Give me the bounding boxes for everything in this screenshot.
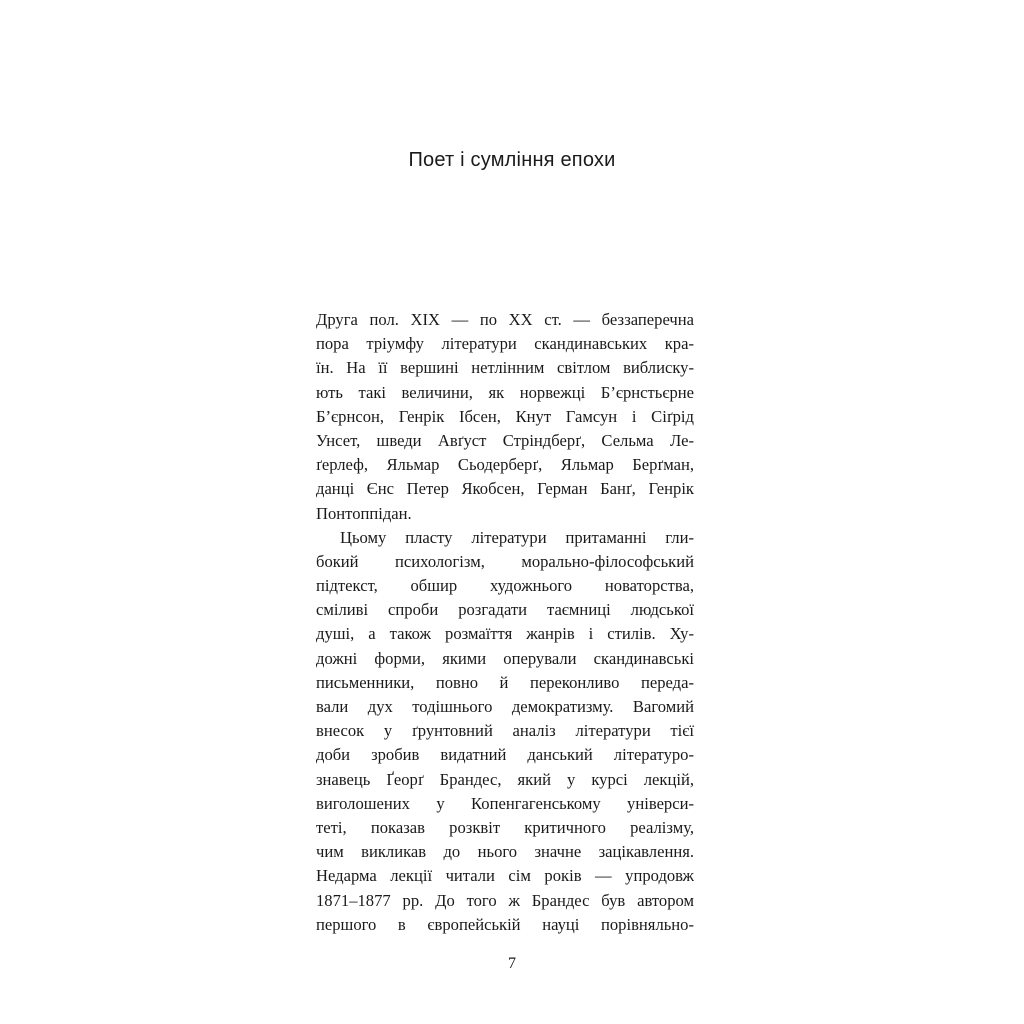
text-line: внесок у ґрунтовний аналіз літератури тієї — [316, 721, 694, 741]
text-line: Друга пол. XIX — по XX ст. — беззаперечна — [316, 310, 694, 329]
text-line: підтекст, обшир художнього новаторства, — [316, 576, 694, 596]
text-line: Б’єрнсон, Генрік Ібсен, Кнут Гамсун і Сіґрід — [316, 406, 694, 426]
text-line: пора тріумфу літератури скандинавських кра- — [316, 334, 694, 354]
text-line: 1871–1877 рр. До того ж Брандес був автором — [316, 890, 694, 910]
text-line: Понтоппідан. — [316, 503, 412, 523]
text-line: бокий психологізм, морально-філософський — [316, 551, 694, 571]
page-number: 7 — [508, 955, 516, 972]
text-line: знавець Ґеорґ Брандес, який у курсі лекцій, — [316, 769, 694, 789]
text-line: дожні форми, якими оперували скандинавські — [316, 648, 694, 668]
text-line: вали дух тодішнього демократизму. Вагомий — [316, 697, 694, 716]
paragraph-1 — [316, 308, 694, 526]
paragraph-2 — [316, 526, 694, 937]
text-line: Недарма лекції читали сім років — упродовж — [316, 866, 694, 886]
text-line: чим викликав до нього значне зацікавлення. — [316, 842, 694, 862]
text-line: ґерлеф, Яльмар Сьодерберґ, Яльмар Берґман, — [316, 455, 694, 475]
body-text — [316, 308, 694, 937]
text-line: душі, а також розмаїття жанрів і стилів. Ху- — [316, 624, 694, 644]
page-title: Поет і сумління епохи — [408, 149, 616, 171]
text-line: сміливі спроби розгадати таємниці людської — [316, 600, 694, 620]
text-line: ють такі величини, як норвежці Б’єрнстьєрне — [316, 382, 694, 402]
text-line: Унсет, шведи Авґуст Стріндберґ, Сельма Ле- — [316, 430, 694, 450]
text-line: письменники, повно й переконливо переда- — [316, 672, 694, 692]
text-line: їн. На її вершині нетлінним світлом виблиску- — [316, 358, 694, 378]
text-line: Цьому пласту літератури притаманні гли- — [340, 527, 694, 547]
text-line: данці Єнс Петер Якобсен, Герман Банґ, Генрік — [316, 479, 694, 499]
text-line: теті, показав розквіт критичного реалізму, — [316, 817, 694, 837]
text-line: виголошених у Копенгагенському універси- — [316, 793, 694, 813]
text-line: доби зробив видатний данський літературо- — [316, 745, 694, 765]
text-line: першого в європейській науці порівняльно- — [316, 914, 694, 934]
